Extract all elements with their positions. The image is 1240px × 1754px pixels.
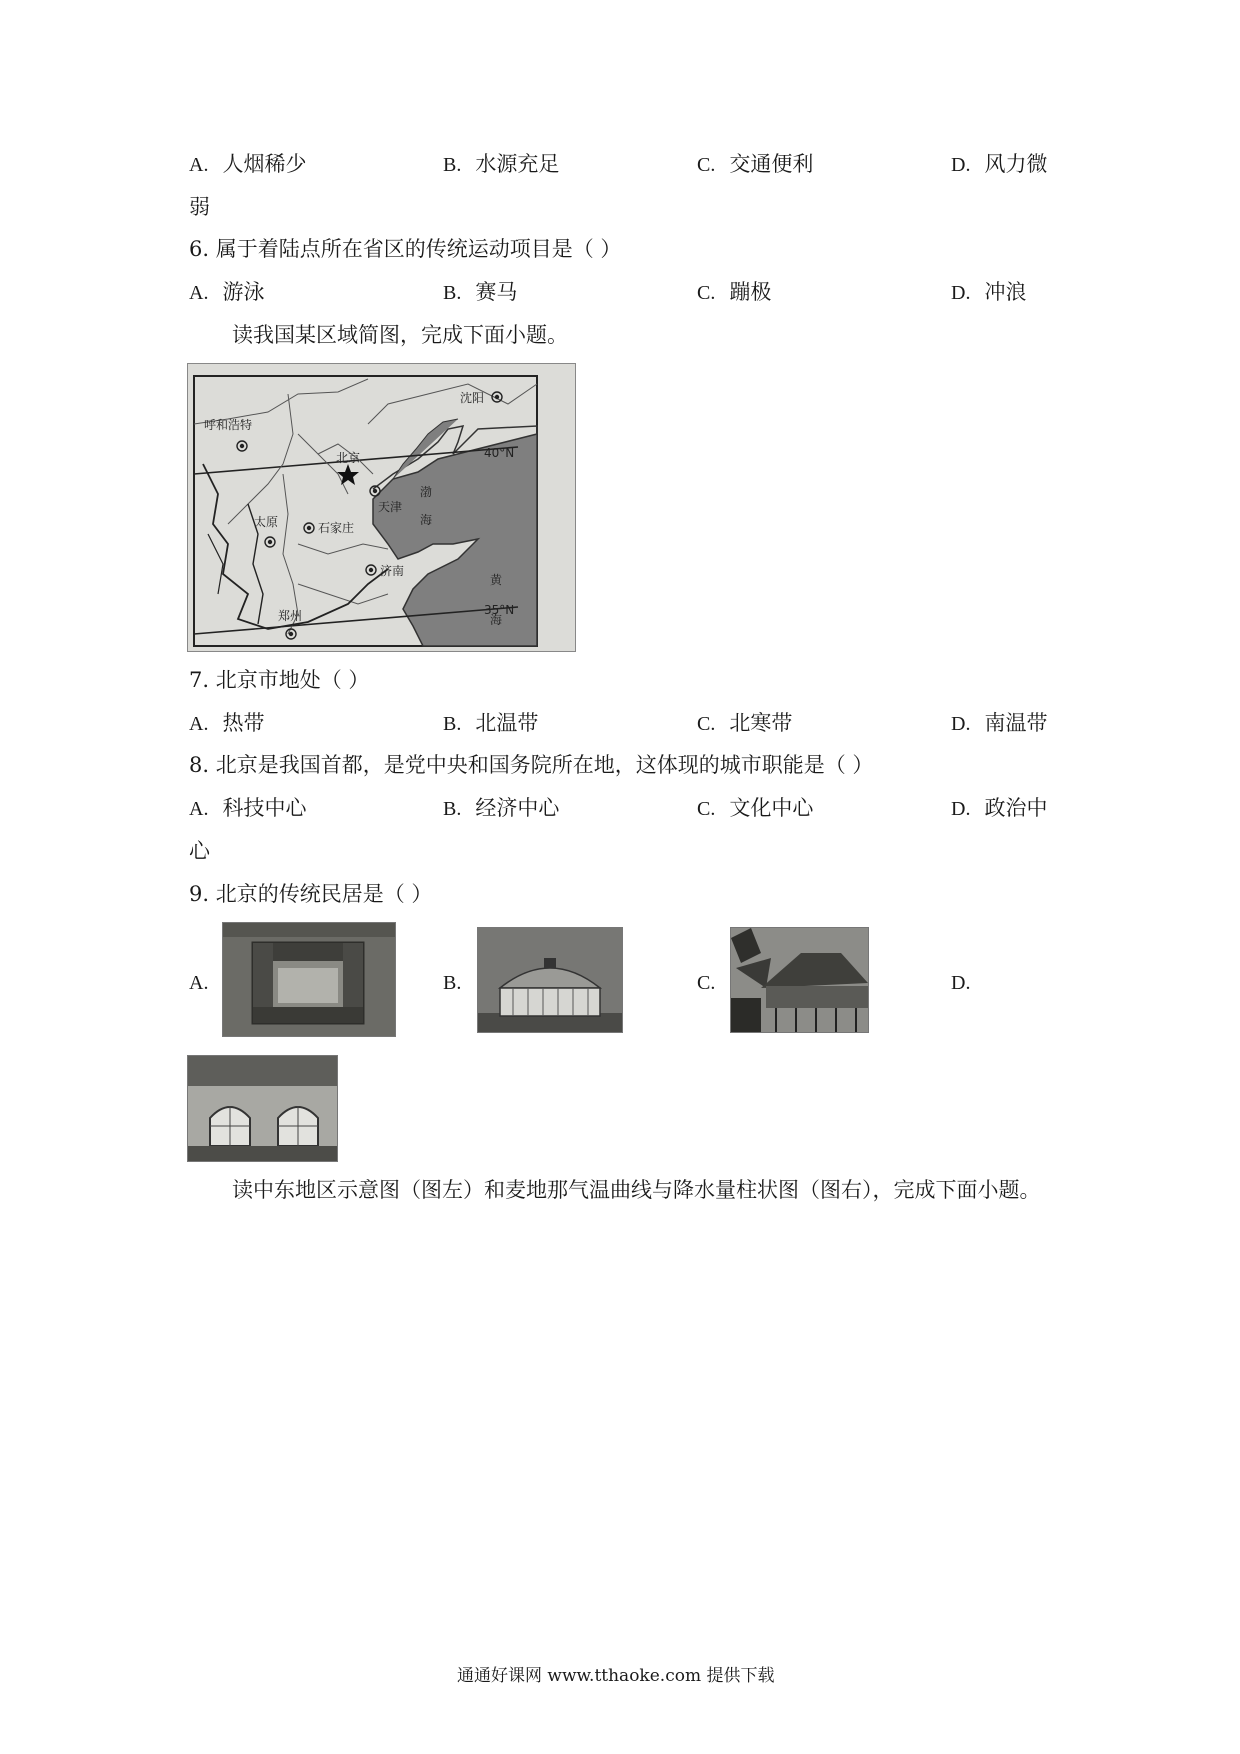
map-label-shijiazhuang: 石家庄	[318, 521, 355, 535]
cave-dwelling-photo	[187, 1055, 338, 1162]
q5-option-c: C. 交通便利	[697, 152, 814, 176]
map-label-tianjin: 天津	[378, 500, 403, 514]
map-label-hohhot: 呼和浩特	[204, 418, 253, 432]
map-label-40n: 40°N	[484, 446, 515, 460]
map-label-shenyang: 沈阳	[460, 391, 485, 405]
q6-option-d: D. 冲浪	[951, 280, 1027, 304]
footer-source: 通通好课网 www.tthaoke.com 提供下载	[457, 1666, 775, 1686]
map-label-hai1: 海	[420, 513, 433, 527]
q6-option-c: C. 蹦极	[697, 280, 772, 304]
q9-stem: 9. 北京的传统民居是（ ）	[189, 882, 433, 906]
region-map-svg	[188, 364, 575, 651]
stilt-house-photo	[730, 927, 869, 1033]
map-label-taiyuan: 太原	[254, 515, 279, 529]
q7-option-b: B. 北温带	[443, 711, 539, 735]
q9-option-d: D.	[951, 972, 971, 994]
q7-option-d: D. 南温带	[951, 711, 1048, 735]
q7-option-a: A. 热带	[189, 711, 265, 735]
map-label-beijing: 北京	[336, 451, 361, 465]
map-label-jinan: 济南	[380, 564, 405, 578]
map-label-huang: 黄	[490, 573, 503, 587]
q8-stem: 8. 北京是我国首都，是党中央和国务院所在地，这体现的城市职能是（ ）	[189, 753, 874, 777]
map-intro: 读我国某区域简图，完成下面小题。	[232, 323, 568, 347]
q8-option-c: C. 文化中心	[697, 796, 814, 820]
q8-option-a: A. 科技中心	[189, 796, 307, 820]
q9-option-c: C.	[697, 972, 716, 994]
q5-option-b: B. 水源充足	[443, 152, 560, 176]
map-label-35n: 35°N	[484, 603, 515, 617]
mideast-intro: 读中东地区示意图（图左）和麦地那气温曲线与降水量柱状图（图右），完成下面小题。	[232, 1178, 1041, 1202]
q6-stem: 6. 属于着陆点所在省区的传统运动项目是（ ）	[189, 237, 622, 261]
q9-option-a: A.	[189, 972, 209, 994]
q8-option-d-wrap: 心	[189, 839, 210, 863]
q5-option-d: D. 风力微	[951, 152, 1048, 176]
map-label-zhengzhou: 郑州	[278, 609, 303, 623]
q5-option-a: A. 人烟稀少	[189, 152, 307, 176]
q5-option-d-wrap: 弱	[189, 195, 210, 219]
map-label-bo: 渤	[420, 485, 433, 499]
q8-option-d: D. 政治中	[951, 796, 1048, 820]
q7-stem: 7. 北京市地处（ ）	[189, 668, 370, 692]
region-map	[187, 363, 576, 652]
q8-option-b: B. 经济中心	[443, 796, 560, 820]
siheyuan-photo	[222, 922, 396, 1037]
yurt-photo	[477, 927, 623, 1033]
q7-option-c: C. 北寒带	[697, 711, 793, 735]
q6-option-b: B. 赛马	[443, 280, 518, 304]
q9-option-b: B.	[443, 972, 462, 994]
map-label-hai2: 海	[490, 613, 503, 627]
q6-option-a: A. 游泳	[189, 280, 265, 304]
